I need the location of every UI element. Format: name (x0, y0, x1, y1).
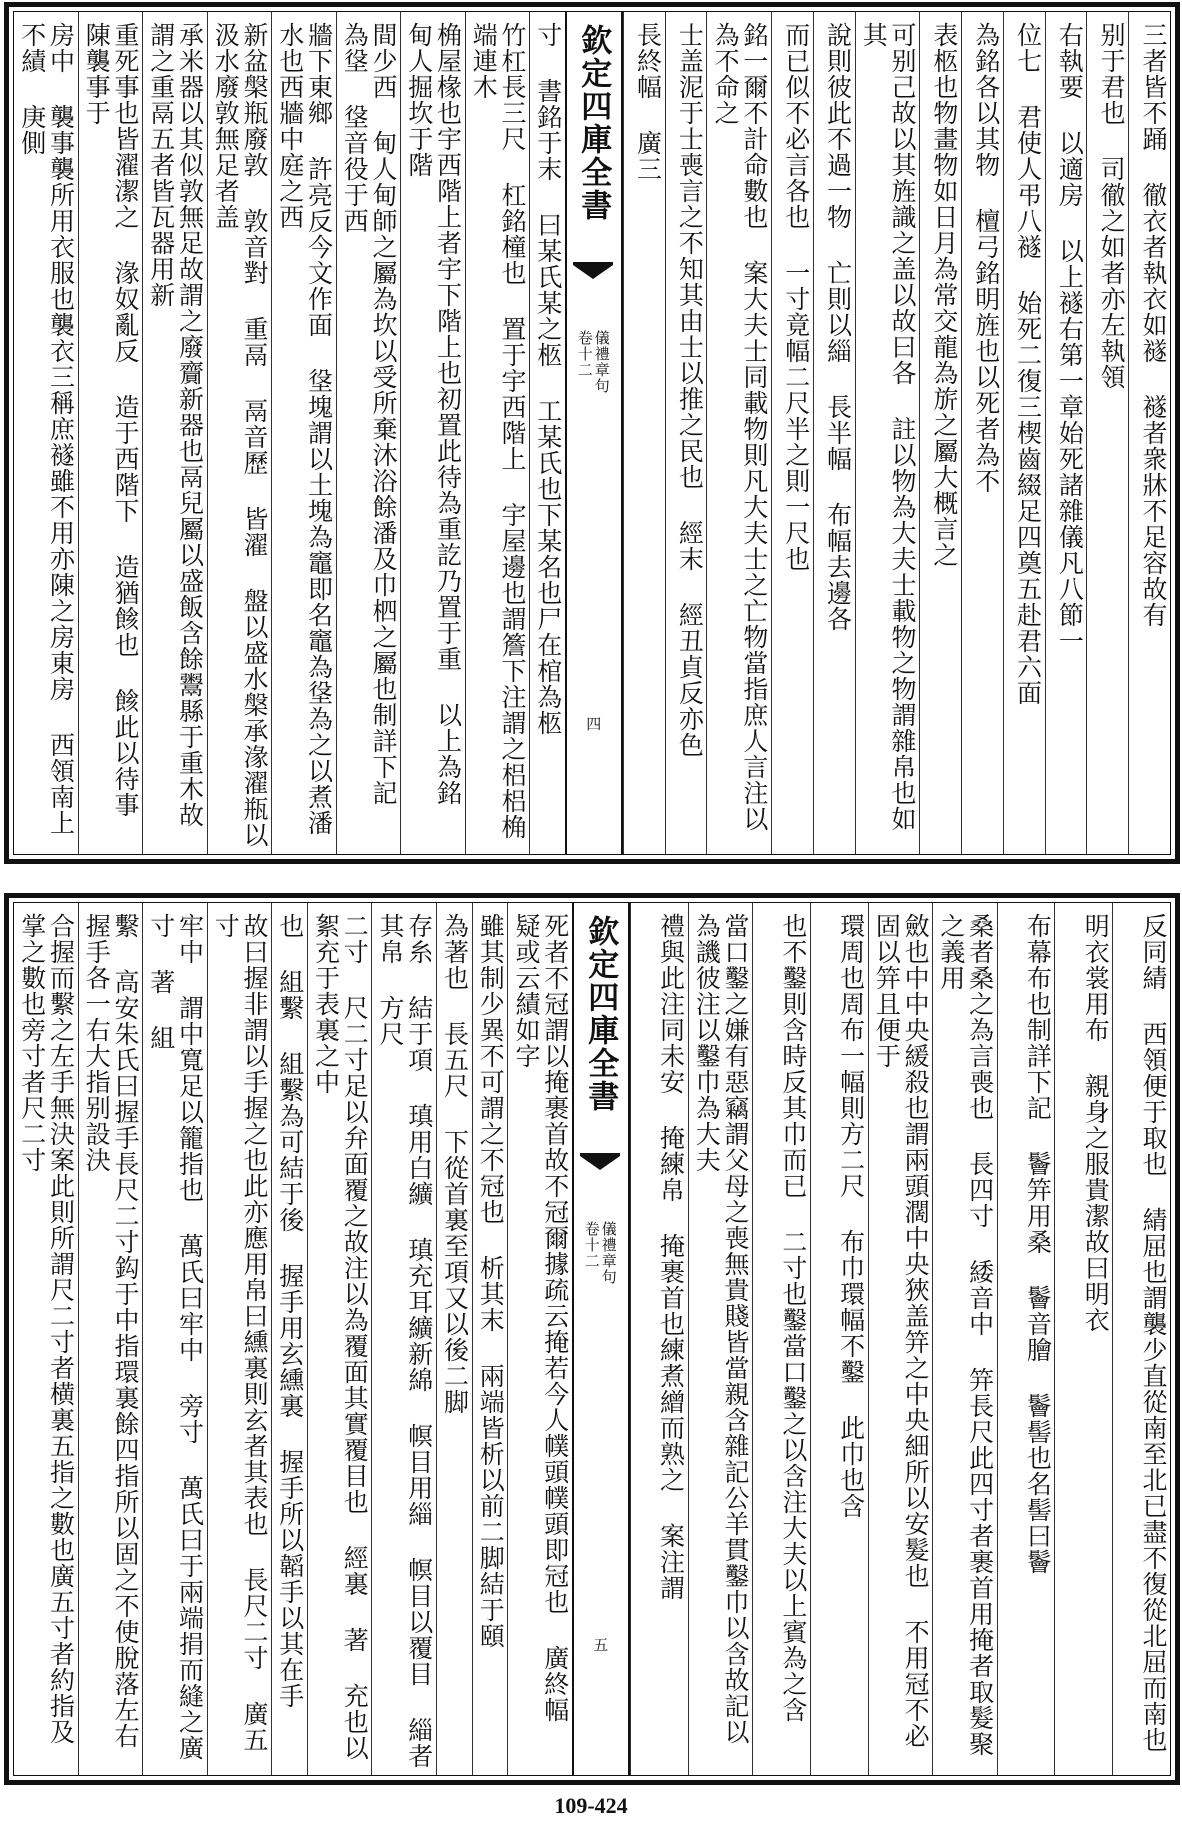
left-half (14, 903, 572, 1775)
text-column: 桷屋椽也宇西階上者宇下階上也初置此待為重訖乃置于重 以上為銘 甸人掘坎于階 (400, 12, 465, 854)
text-column: 長終幅 廣三 (623, 12, 665, 854)
text-column: 牆下東鄉 許亮反今文作面 垼塊謂以土塊為竈即名竈為垼為之以煮潘水也西牆中庭之西 (271, 12, 336, 854)
text-column: 銘一爾不計命數也 案大夫士同載物則凡大夫士之亡物當指庶人言注以為不命之 (706, 12, 771, 854)
text-column: 竹杠長三尺 杠銘橦也 置于宇西階上 宇屋邊也謂簷下注謂之梠梠桷端連木 (465, 12, 530, 854)
text-column: 三者皆不踊 徹衣者執衣如襚 襚者衆牀不足容故有 (1128, 12, 1170, 854)
page-bottom (4, 893, 1180, 1785)
banxin-juan: 卷十二 (582, 1221, 601, 1269)
text-column: 表柩也物畫物如日月為常交龍為旂之屬大概言之 (919, 12, 961, 854)
text-column: 雖其制少異不可謂之不冠也 析其末 兩端皆析以前二脚結于頤 (472, 903, 508, 1775)
banxin-title: 欽定四庫全書 (582, 915, 619, 1113)
text-column: 而已似不必言各也 一寸竟幅二尺半之則一尺也 (771, 12, 813, 854)
left-half (14, 12, 565, 854)
text-column: 斂也中中央緩殺也謂兩頭濶中央狹盖笄之中央細所以安髮也 不用冠不必固以笄且便于 (868, 903, 933, 1775)
text-column: 承米器以其似敦無足故謂之廢齎新器也鬲兒屬以盛飯含餘鬻縣于重木故謂之重鬲五者皆瓦器用新 (142, 12, 207, 854)
text-column: 位七 君使人弔八襚 始死二復三楔齒綴足四奠五赴君六面 (1003, 12, 1045, 854)
text-column: 繫 高安朱氏曰握手長尺二寸鈎于中指環裏餘四指所以固之不使脫落左右握手各一右大指别設決 (78, 903, 143, 1775)
text-column: 二寸 尺二寸足以弁面覆之故注以為覆面其實覆目也 經裏 著 充也以絮充于表裏之中 (307, 903, 372, 1775)
page-frame (13, 902, 1171, 1776)
text-column: 可别己故以其旌識之盖以故曰各 註以物為大夫士載物之物謂雜帛也如其 (855, 12, 920, 854)
text-column: 房中 襲事襲所用衣服也襲衣三稱庶襚雖不用亦陳之房東房 西領南上不績 庚側 (17, 22, 76, 836)
folio-number: 四 (586, 715, 602, 733)
text-column: 寸 書銘于末 曰某氏某之柩 工某氏也下某名也尸在棺為柩 (529, 12, 565, 854)
text-column: 當口鑿之嫌有惡竊謂父母之喪無貴賤皆當親含雜記公羊貫鑿巾以含故記以為譏彼注以鑿巾為大夫 (688, 903, 753, 1775)
folio-number: 五 (593, 1636, 609, 1654)
text-column: 右執要 以適房 以上襚右第一章始死諸雜儀凡八節一 (1045, 12, 1087, 854)
text-column: 存糸 結于項 瑱用白纊 瑱充耳纊新綿 幎目用緇 幎目以覆目 緇者其帛 方尺 (371, 903, 436, 1775)
center-fold (572, 903, 630, 1775)
text-column: 為著也 長五尺 下從首裏至項又以後二脚 (436, 903, 472, 1775)
text-column: 合握而繫之左手無決案此則所謂尺二寸者横裏五指之數也廣五寸者約指及掌之數也旁寸者尺二寸 (17, 913, 76, 1745)
banxin-subtitle: 儀禮章句 (592, 330, 611, 394)
text-column: 禮與此注同未安 掩練帛 掩裹首也練煮繒而熟之 案注謂 (630, 903, 688, 1775)
page-top (4, 2, 1180, 864)
text-column: 桑者桑之為言喪也 長四寸 緌音中 笄長尺此四寸者裹首用掩者取髮聚之義用 (932, 903, 997, 1775)
banxin-juan: 卷十二 (575, 330, 594, 378)
text-column: 布幕布也制詳下記 鬠笄用桑 鬠音膾 鬠髻也名髻曰鬠 (997, 903, 1055, 1775)
center-fold (565, 12, 623, 854)
text-column: 說則彼此不過一物 亡則以緇 長半幅 布幅去邊各 (813, 12, 855, 854)
text-column: 死者不冠謂以掩裹首故不冠爾據疏云掩若今人幞頭幞頭即冠也 廣終幅 疑或云績如字 (507, 903, 572, 1775)
text-column: 别于君也 司徹之如者亦左執領 (1086, 12, 1128, 854)
fishtail-mark-icon (580, 1153, 620, 1178)
text-column: 間少西 甸人甸師之屬為坎以受所棄沐浴餘潘及巾柶之屬也制詳下記 為垼 垼音役于西 (336, 12, 401, 854)
text-column: 明衣裳用布 親身之服貴潔故曰明衣 (1054, 903, 1112, 1775)
page-frame (13, 11, 1171, 855)
banxin-subtitle: 儀禮章句 (599, 1221, 618, 1285)
fishtail-mark-icon (573, 262, 613, 287)
text-column: 反同綪 西領便于取也 綪屈也謂襲少直從南至北已盡不復從北屈而南也 (1112, 903, 1170, 1775)
text-column: 也 組繫 組繫為可結于後 握手用玄纁裏 握手所以韜手以其在手 (271, 903, 307, 1775)
text-column: 牢中 謂中寬足以籠指也 萬氏曰牢中 旁寸 萬氏曰于兩端捐而縫之廣寸 著 組 (142, 903, 207, 1775)
text-column: 故曰握非謂以手握之也此亦應用帛曰纁裏則玄者其表也 長尺二寸 廣五寸 (207, 903, 272, 1775)
text-column: 為銘各以其物 檀弓銘明旌也以死者為不 (961, 12, 1003, 854)
text-column: 環周也周布一幅則方二尺 布巾環幅不鑿 此巾也含 (810, 903, 868, 1775)
banxin-title: 欽定四庫全書 (575, 24, 612, 222)
text-column: 新盆槃瓶廢敦 敦音對 重鬲 鬲音歷 皆濯 盤以盛水槃承湪濯瓶以汲水廢敦無足者盖 (207, 12, 272, 854)
page-number-footer: 109-424 (554, 1793, 628, 1818)
text-column: 重死事也皆濯潔之 湪奴亂反 造于西階下 造猶餩也 餩此以待事 陳襲事于 (78, 12, 143, 854)
right-half (623, 12, 1170, 854)
right-half (630, 903, 1170, 1775)
text-column: 士盖泥于士喪言之不知其由士以推之民也 經末 經丑貞反亦色 (665, 12, 707, 854)
text-column: 也不鑿則含時反其巾而已 二寸也鑿當口鑿之以含注大夫以上賓為之含 (752, 903, 810, 1775)
